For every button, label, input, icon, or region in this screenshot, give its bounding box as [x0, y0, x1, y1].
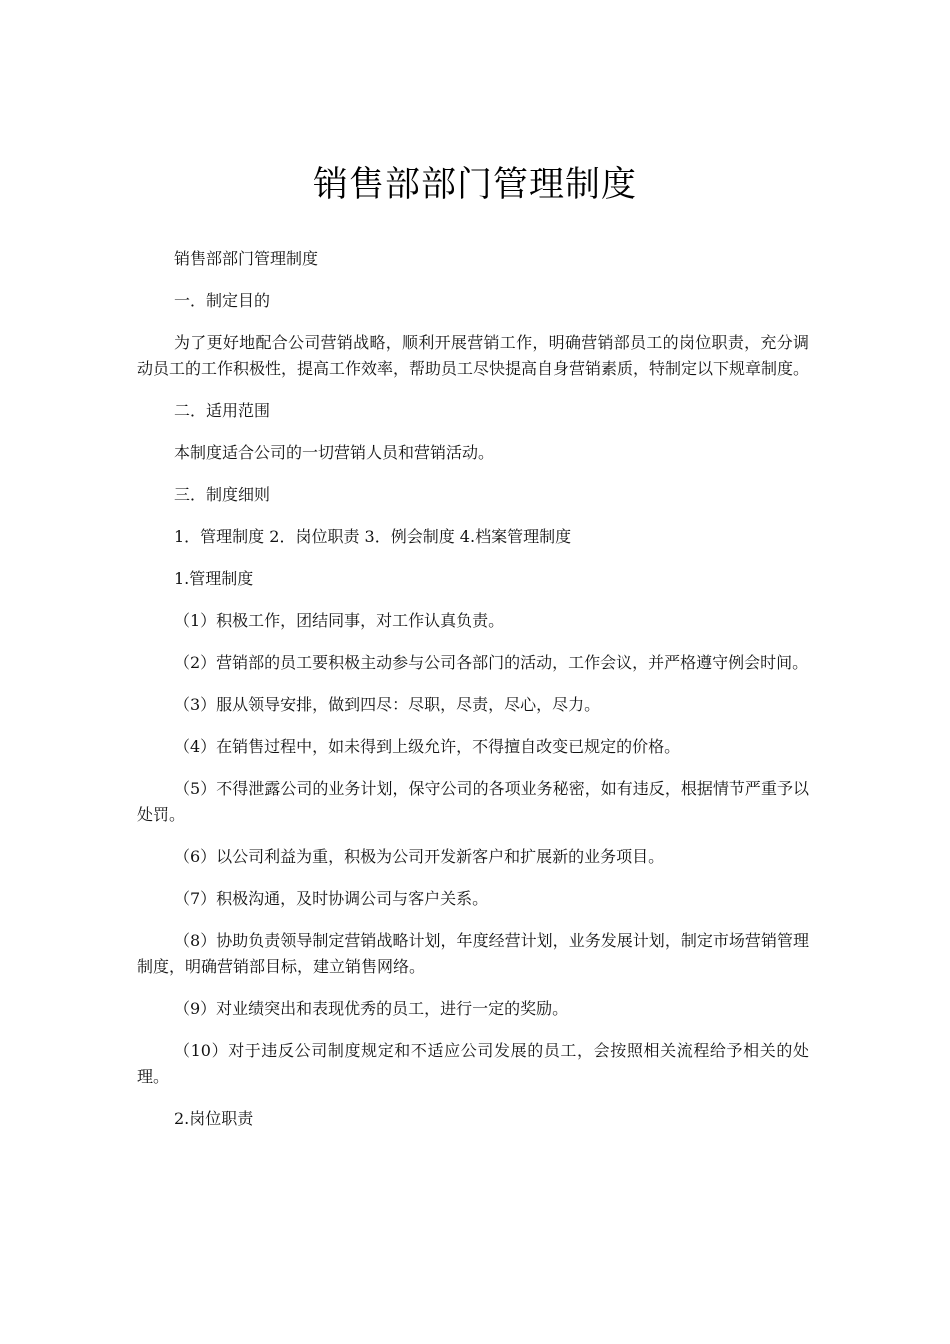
rule-item-7: （7）积极沟通，及时协调公司与客户关系。 [174, 889, 489, 908]
rule-item-6: （6）以公司利益为重，积极为公司开发新客户和扩展新的业务项目。 [174, 847, 665, 866]
rule-item-8: （8）协助负责领导制定营销战略计划，年度经营计划，业务发展计划，制定市场营销管理制度，明确营销部目标，建立销售网络。 [137, 931, 809, 976]
rule-item-4: （4）在销售过程中，如未得到上级允许，不得擅自改变已规定的价格。 [174, 737, 681, 756]
paragraph-subtitle: 销售部部门管理制度 [174, 249, 319, 268]
rule-item-3: （3）服从领导安排，做到四尽：尽职，尽责，尽心，尽力。 [174, 695, 601, 714]
rule-item-9: （9）对业绩突出和表现优秀的员工，进行一定的奖励。 [174, 999, 569, 1018]
paragraph-purpose: 为了更好地配合公司营销战略，顺利开展营销工作，明确营销部员工的岗位职责，充分调动员工的工作积极性，提高工作效率，帮助员工尽快提高自身营销素质，特制定以下规章制度。 [137, 333, 810, 378]
paragraph-scope: 本制度适合公司的一切营销人员和营销活动。 [174, 443, 495, 462]
heading-purpose: 一．制定目的 [174, 291, 271, 310]
rule-item-10: （10）对于违反公司制度规定和不适应公司发展的员工，会按照相关流程给予相关的处理。 [137, 1041, 809, 1086]
rule-item-5: （5）不得泄露公司的业务计划，保守公司的各项业务秘密，如有违反，根据情节严重予以处罚。 [137, 779, 809, 824]
document-body [137, 246, 809, 1132]
rule-item-2: （2）营销部的员工要积极主动参与公司各部门的活动，工作会议，并严格遵守例会时间。 [174, 653, 809, 672]
heading-management: 1.管理制度 [174, 569, 254, 588]
heading-rules: 三．制度细则 [174, 485, 271, 504]
heading-job-duties: 2.岗位职责 [174, 1109, 254, 1128]
heading-scope: 二．适用范围 [174, 401, 271, 420]
rule-item-1: （1）积极工作，团结同事，对工作认真负责。 [174, 611, 505, 630]
document-title: 销售部部门管理制度 [312, 165, 637, 205]
paragraph-rules-list: 1．管理制度 2．岗位职责 3．例会制度 4.档案管理制度 [174, 527, 572, 546]
